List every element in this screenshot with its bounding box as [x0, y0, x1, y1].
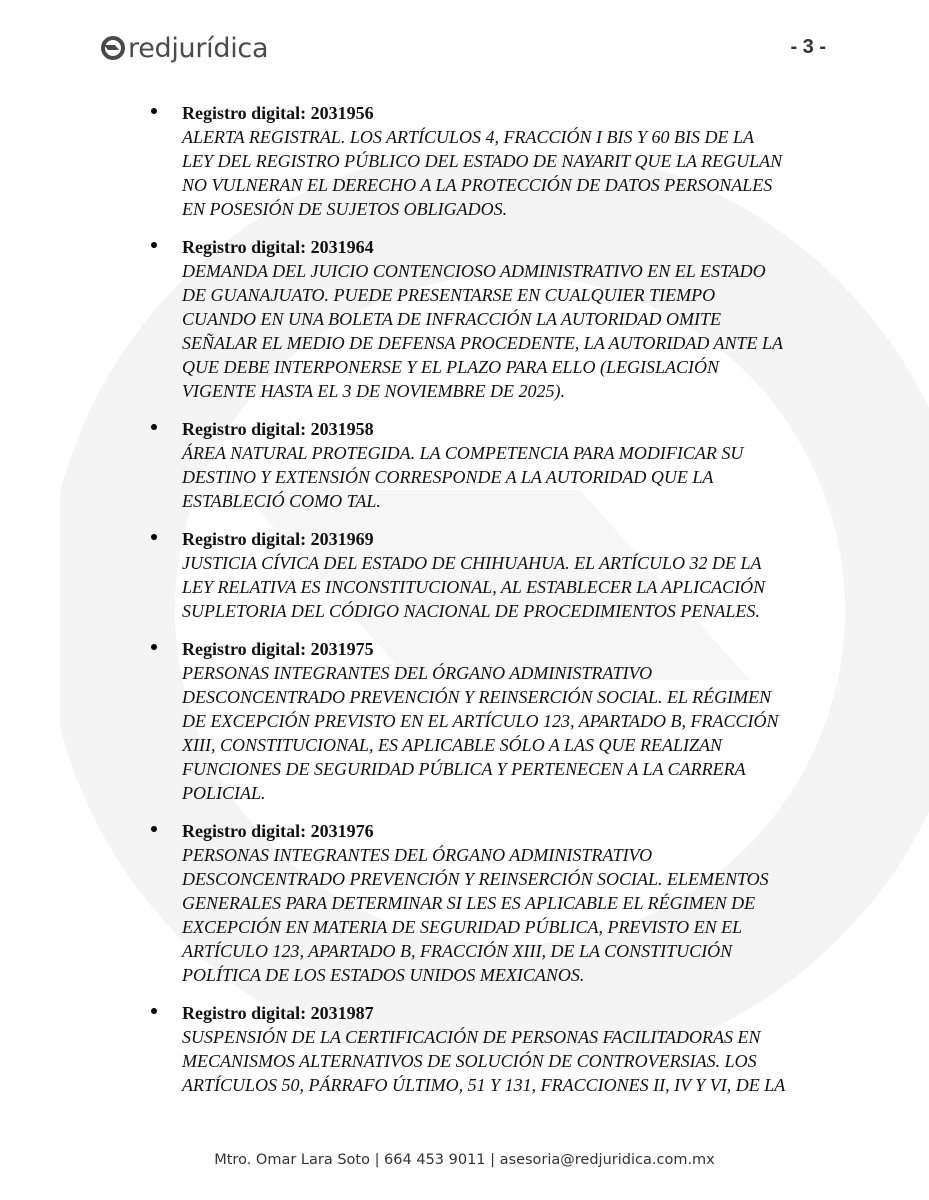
page-number: - 3 - — [790, 36, 826, 58]
entry-line: ARTÍCULOS 50, PÁRRAFO ÚLTIMO, 51 Y 131, FRACCIONES II, IV Y VI, DE LA — [182, 1075, 786, 1095]
registro-digital: Registro digital: 2031987 — [182, 1003, 374, 1023]
bullet-icon — [151, 108, 157, 114]
bullet-icon — [151, 534, 157, 540]
registry-list — [148, 101, 808, 1111]
entry-line: FUNCIONES DE SEGURIDAD PÚBLICA Y PERTENECEN A LA CARRERA — [182, 759, 746, 779]
entry-line: ALERTA REGISTRAL. LOS ARTÍCULOS 4, FRACCIÓN I BIS Y 60 BIS DE LA — [182, 127, 755, 147]
entry-line: DESCONCENTRADO PREVENCIÓN Y REINSERCIÓN SOCIAL. EL RÉGIMEN — [182, 687, 772, 707]
entry-line: ESTABLECIÓ COMO TAL. — [182, 491, 381, 511]
entry-line: XIII, CONSTITUCIONAL, ES APLICABLE SÓLO A LAS QUE REALIZAN — [182, 735, 723, 755]
entry-line: DEMANDA DEL JUICIO CONTENCIOSO ADMINISTRATIVO EN EL ESTADO — [182, 261, 766, 281]
list-item — [148, 527, 808, 623]
entry-line: EN POSESIÓN DE SUJETOS OBLIGADOS. — [182, 199, 508, 219]
bullet-icon — [151, 242, 157, 248]
entry-title — [182, 125, 808, 221]
entry-line: JUSTICIA CÍVICA DEL ESTADO DE CHIHUAHUA. EL ARTÍCULO 32 DE LA — [182, 553, 762, 573]
entry-title — [182, 441, 808, 513]
page-footer: Mtro. Omar Lara Soto | 664 453 9011 | asesoria@redjuridica.com.mx — [214, 1152, 715, 1168]
entry-line: EXCEPCIÓN EN MATERIA DE SEGURIDAD PÚBLICA, PREVISTO EN EL — [182, 917, 743, 937]
registro-digital: Registro digital: 2031975 — [182, 639, 374, 659]
bullet-icon — [151, 1008, 157, 1014]
entry-title — [182, 661, 808, 805]
entry-line: VIGENTE HASTA EL 3 DE NOVIEMBRE DE 2025). — [182, 381, 565, 401]
entry-line: ARTÍCULO 123, APARTADO B, FRACCIÓN XIII, DE LA CONSTITUCIÓN — [182, 941, 733, 961]
page-header — [0, 0, 929, 90]
entry-line: CUANDO EN UNA BOLETA DE INFRACCIÓN LA AUTORIDAD OMITE — [182, 309, 722, 329]
entry-title — [182, 259, 808, 403]
entry-title — [182, 843, 808, 987]
entry-line: DE GUANAJUATO. PUEDE PRESENTARSE EN CUALQUIER TIEMPO — [182, 285, 716, 305]
entry-line: QUE DEBE INTERPONERSE Y EL PLAZO PARA ELLO (LEGISLACIÓN — [182, 357, 720, 377]
entry-line: SEÑALAR EL MEDIO DE DEFENSA PROCEDENTE, LA AUTORIDAD ANTE LA — [182, 333, 784, 353]
registro-digital: Registro digital: 2031956 — [182, 103, 374, 123]
entry-line: PERSONAS INTEGRANTES DEL ÓRGANO ADMINISTRATIVO — [182, 845, 653, 865]
brand-logo — [100, 28, 268, 68]
entry-title — [182, 1025, 808, 1097]
entry-line: DESCONCENTRADO PREVENCIÓN Y REINSERCIÓN SOCIAL. ELEMENTOS — [182, 869, 769, 889]
entry-line: ÁREA NATURAL PROTEGIDA. LA COMPETENCIA PARA MODIFICAR SU — [182, 443, 744, 463]
list-item — [148, 235, 808, 403]
entry-line: MECANISMOS ALTERNATIVOS DE SOLUCIÓN DE CONTROVERSIAS. LOS — [182, 1051, 757, 1071]
entry-line: PERSONAS INTEGRANTES DEL ÓRGANO ADMINISTRATIVO — [182, 663, 653, 683]
brand-name: redjurídica — [128, 32, 269, 64]
entry-line: NO VULNERAN EL DERECHO A LA PROTECCIÓN DE DATOS PERSONALES — [182, 175, 773, 195]
brand-mark-icon — [100, 35, 126, 61]
bullet-icon — [151, 826, 157, 832]
registro-digital: Registro digital: 2031964 — [182, 237, 374, 257]
entry-line: SUSPENSIÓN DE LA CERTIFICACIÓN DE PERSONAS FACILITADORAS EN — [182, 1027, 761, 1047]
list-item — [148, 637, 808, 805]
registro-digital: Registro digital: 2031969 — [182, 529, 374, 549]
entry-line: LEY DEL REGISTRO PÚBLICO DEL ESTADO DE NAYARIT QUE LA REGULAN — [182, 151, 783, 171]
entry-line: POLICIAL. — [182, 783, 266, 803]
entry-title — [182, 551, 808, 623]
registro-digital: Registro digital: 2031958 — [182, 419, 374, 439]
entry-line: SUPLETORIA DEL CÓDIGO NACIONAL DE PROCEDIMIENTOS PENALES. — [182, 601, 760, 621]
entry-line: DE EXCEPCIÓN PREVISTO EN EL ARTÍCULO 123, APARTADO B, FRACCIÓN — [182, 711, 779, 731]
list-item — [148, 417, 808, 513]
list-item — [148, 1001, 808, 1097]
list-item — [148, 101, 808, 221]
bullet-icon — [151, 424, 157, 430]
registro-digital: Registro digital: 2031976 — [182, 821, 374, 841]
list-item — [148, 819, 808, 987]
entry-line: POLÍTICA DE LOS ESTADOS UNIDOS MEXICANOS. — [182, 965, 585, 985]
bullet-icon — [151, 644, 157, 650]
entry-line: LEY RELATIVA ES INCONSTITUCIONAL, AL ESTABLECER LA APLICACIÓN — [182, 577, 766, 597]
entry-line: DESTINO Y EXTENSIÓN CORRESPONDE A LA AUTORIDAD QUE LA — [182, 467, 714, 487]
entry-line: GENERALES PARA DETERMINAR SI LES ES APLICABLE EL RÉGIMEN DE — [182, 893, 756, 913]
